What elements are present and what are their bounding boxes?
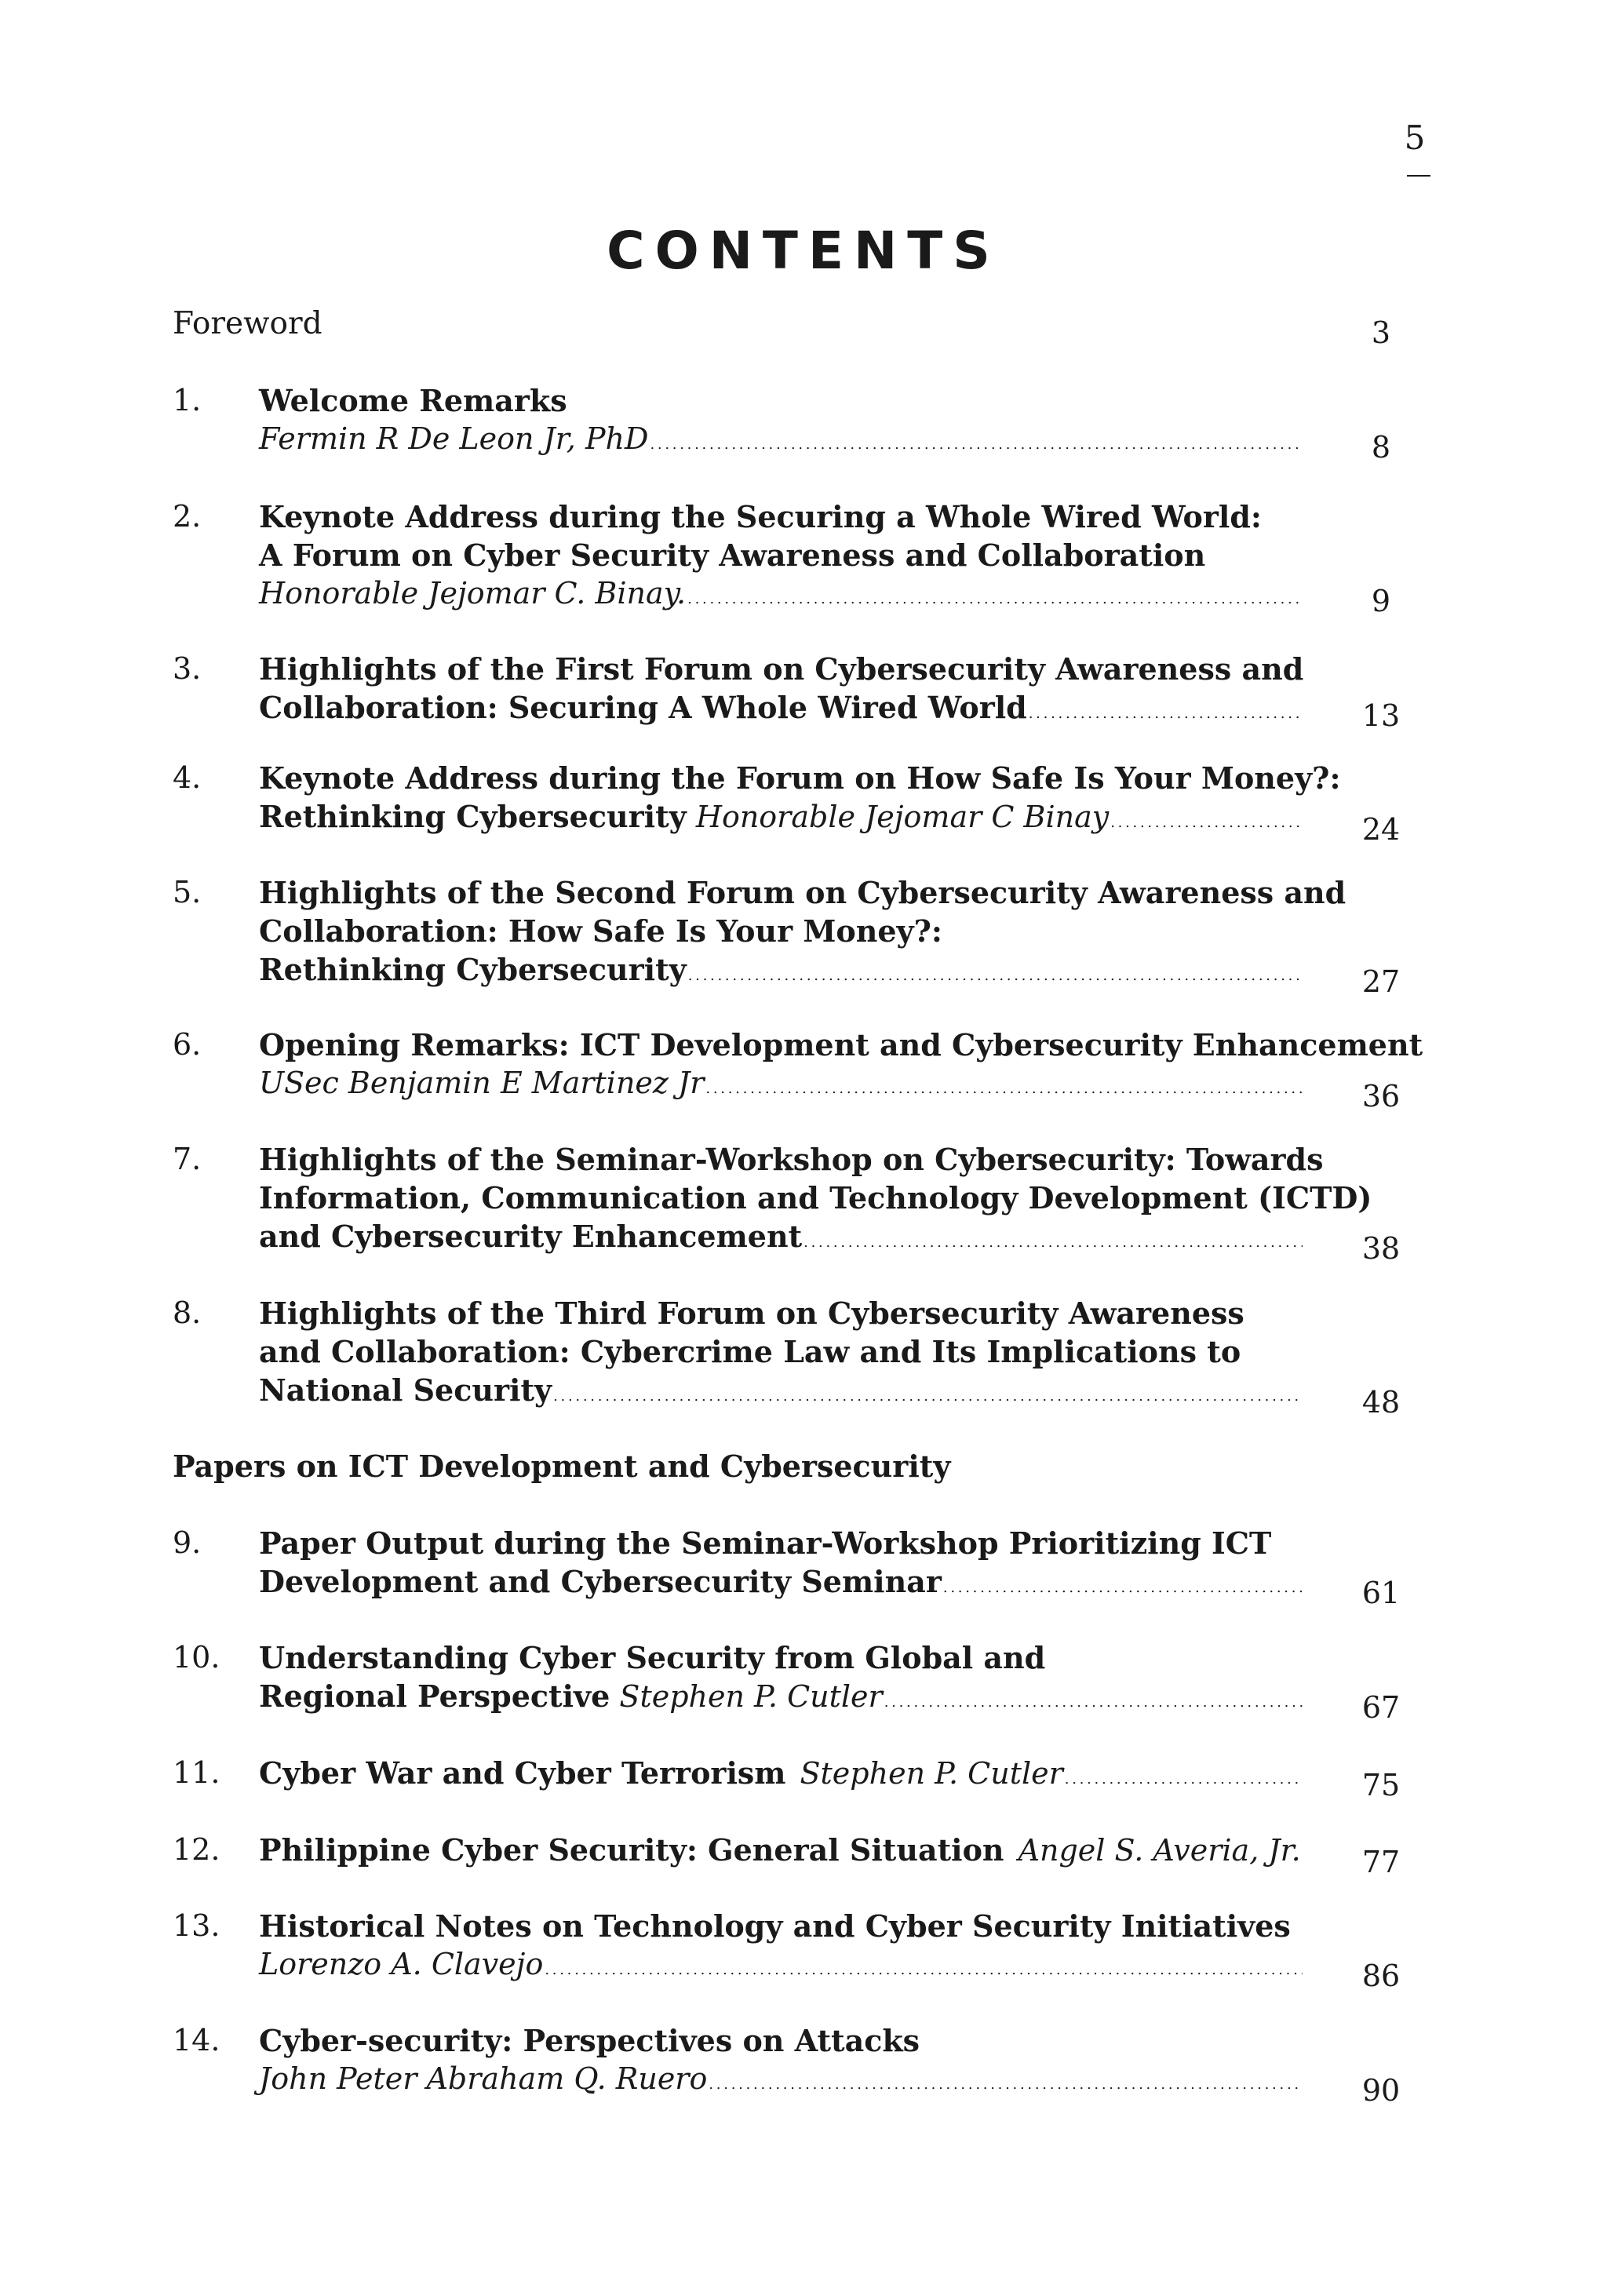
page-number-rule bbox=[1407, 175, 1430, 177]
dot-leader bbox=[545, 1945, 1303, 1989]
page-number: 5 bbox=[1404, 118, 1426, 157]
dot-leader bbox=[705, 1064, 1303, 1108]
entry-author: Angel S. Averia, Jr. bbox=[1018, 1833, 1301, 1868]
dot-leader bbox=[804, 1218, 1303, 1262]
entry-title-line: and Collaboration: Cybercrime Law and Its Implications to bbox=[259, 1334, 1241, 1369]
entry-text bbox=[259, 650, 1303, 727]
entry-author: John Peter Abraham Q. Ruero bbox=[259, 2061, 708, 2096]
page-title: CONTENTS bbox=[607, 220, 1000, 281]
entry-title-line: Opening Remarks: ICT Development and Cybersecurity Enhancement bbox=[259, 1027, 1423, 1062]
entry-number: 9. bbox=[173, 1525, 202, 1560]
entry-title-line: Welcome Remarks bbox=[259, 383, 567, 418]
dot-leader bbox=[943, 1563, 1303, 1607]
entry-page-number: 24 bbox=[1361, 812, 1401, 847]
entry-author: Honorable Jejomar C. Binay. bbox=[259, 576, 687, 610]
entry-number: 8. bbox=[173, 1296, 202, 1330]
entry-text bbox=[259, 873, 1346, 989]
entry-text bbox=[259, 1754, 1303, 1792]
dot-leader bbox=[1029, 689, 1303, 733]
entry-number: 6. bbox=[173, 1027, 202, 1062]
entry-author: Lorenzo A. Clavejo bbox=[259, 1947, 544, 1981]
entry-page-number: 75 bbox=[1361, 1768, 1401, 1802]
entry-author: Stephen P. Cutler bbox=[800, 1756, 1063, 1791]
entry-title-line: National Security bbox=[259, 1372, 552, 1408]
entry-page-number: 36 bbox=[1361, 1079, 1401, 1113]
entry-title-line: Rethinking Cybersecurity bbox=[259, 952, 687, 987]
entry-text bbox=[259, 1638, 1303, 1715]
foreword-page-number: 3 bbox=[1371, 315, 1391, 350]
entry-number: 4. bbox=[173, 760, 202, 795]
dot-leader bbox=[650, 420, 1303, 464]
entry-page-number: 61 bbox=[1361, 1576, 1401, 1610]
entry-title-line: A Forum on Cyber Security Awareness and Collaboration bbox=[259, 538, 1206, 573]
dot-leader bbox=[1110, 798, 1303, 842]
entry-title-line: Highlights of the Seminar-Workshop on Cybersecurity: Towards bbox=[259, 1142, 1324, 1177]
entry-title-line: Highlights of the Third Forum on Cybersecurity Awareness bbox=[259, 1296, 1244, 1331]
entry-author: Honorable Jejomar C Binay bbox=[695, 800, 1110, 834]
entry-page-number: 48 bbox=[1361, 1385, 1401, 1420]
entry-page-number: 9 bbox=[1371, 584, 1391, 618]
entry-title-line: Cyber War and Cyber Terrorism bbox=[259, 1755, 786, 1791]
foreword-label: Foreword bbox=[173, 306, 322, 341]
entry-page-number: 77 bbox=[1361, 1845, 1401, 1879]
entry-number: 10. bbox=[173, 1640, 220, 1675]
entry-title-line: Collaboration: Securing A Whole Wired World bbox=[259, 690, 1027, 725]
entry-title-line: Development and Cybersecurity Seminar bbox=[259, 1564, 942, 1599]
entry-number: 1. bbox=[173, 383, 202, 417]
entry-text bbox=[259, 1524, 1303, 1601]
entry-number: 13. bbox=[173, 1908, 220, 1943]
dot-leader bbox=[884, 1678, 1303, 1722]
entry-number: 3. bbox=[173, 651, 202, 686]
entry-author: USec Benjamin E Martinez Jr bbox=[259, 1066, 705, 1100]
entry-title-line: Cyber-security: Perspectives on Attacks bbox=[259, 2023, 920, 2058]
dot-leader bbox=[687, 574, 1303, 618]
entry-page-number: 86 bbox=[1361, 1959, 1401, 1993]
entry-title-line: Rethinking Cybersecurity bbox=[259, 799, 687, 834]
entry-number: 11. bbox=[173, 1755, 220, 1790]
entry-title-line: Regional Perspective bbox=[259, 1678, 610, 1714]
entry-title-line: Keynote Address during the Forum on How Safe Is Your Money?: bbox=[259, 760, 1341, 796]
entry-text bbox=[259, 1294, 1303, 1409]
entry-page-number: 13 bbox=[1361, 698, 1401, 733]
dot-leader bbox=[709, 2060, 1303, 2104]
entry-page-number: 38 bbox=[1361, 1231, 1401, 1266]
dot-leader bbox=[688, 951, 1303, 995]
entry-title-line: Understanding Cyber Security from Global and bbox=[259, 1640, 1046, 1675]
entry-title-line: and Cybersecurity Enhancement bbox=[259, 1219, 803, 1254]
section-heading: Papers on ICT Development and Cybersecurity bbox=[173, 1449, 951, 1484]
entry-title-line: Highlights of the Second Forum on Cybersecurity Awareness and bbox=[259, 875, 1346, 910]
entry-title-line: Highlights of the First Forum on Cybersecurity Awareness and bbox=[259, 651, 1304, 687]
entry-title-line: Collaboration: How Safe Is Your Money?: bbox=[259, 913, 942, 949]
entry-text bbox=[259, 497, 1303, 613]
entry-number: 7. bbox=[173, 1142, 202, 1176]
entry-text bbox=[259, 381, 1303, 458]
entry-page-number: 90 bbox=[1361, 2073, 1401, 2108]
entry-number: 5. bbox=[173, 875, 202, 909]
entry-text bbox=[259, 759, 1341, 836]
entry-text bbox=[259, 1907, 1303, 1984]
entry-title-line: Historical Notes on Technology and Cyber Security Initiatives bbox=[259, 1908, 1291, 1944]
entry-text bbox=[259, 1831, 1303, 1869]
entry-page-number: 8 bbox=[1371, 430, 1391, 465]
entry-text bbox=[259, 2021, 1303, 2098]
entry-number: 12. bbox=[173, 1832, 220, 1867]
entry-author: Stephen P. Cutler bbox=[619, 1679, 883, 1714]
entry-title-line: Paper Output during the Seminar-Workshop Prioritizing ICT bbox=[259, 1525, 1272, 1561]
dot-leader bbox=[553, 1372, 1303, 1416]
dot-leader bbox=[1065, 1755, 1303, 1799]
entry-page-number: 67 bbox=[1361, 1690, 1401, 1725]
entry-author: Fermin R De Leon Jr, PhD bbox=[259, 421, 649, 456]
entry-title-line: Philippine Cyber Security: General Situation bbox=[259, 1832, 1004, 1868]
entry-title-line: Keynote Address during the Securing a Whole Wired World: bbox=[259, 499, 1262, 534]
entry-number: 14. bbox=[173, 2023, 220, 2057]
entry-number: 2. bbox=[173, 499, 202, 534]
entry-title-line: Information, Communication and Technology Development (ICTD) bbox=[259, 1180, 1372, 1215]
entry-text bbox=[259, 1140, 1372, 1256]
entry-page-number: 27 bbox=[1361, 964, 1401, 999]
